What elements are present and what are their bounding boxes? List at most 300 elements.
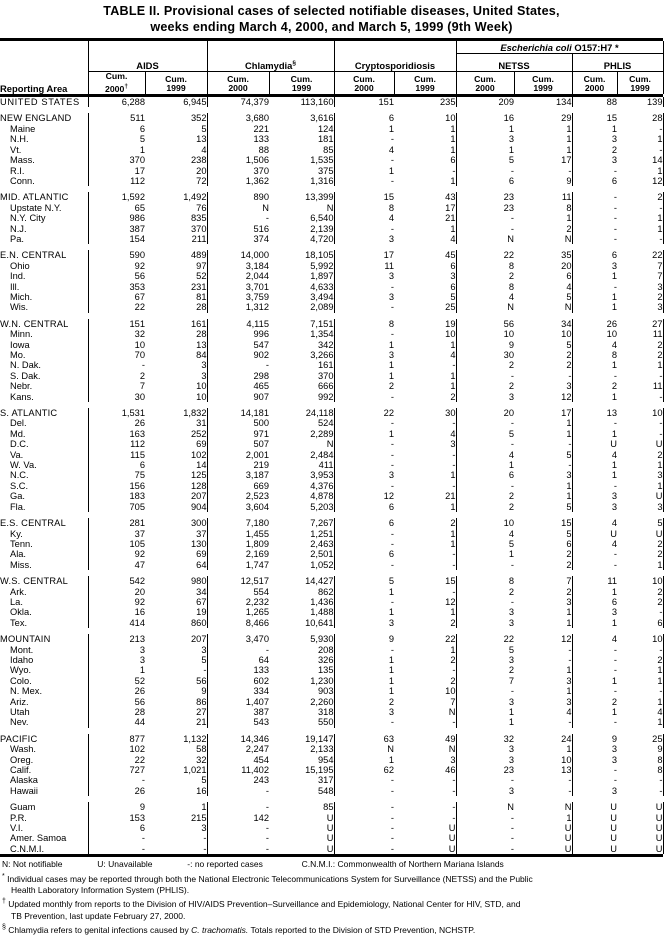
cell-netss-1999: 1 <box>566 428 572 439</box>
cell-crypto-1999: 2 <box>450 391 456 402</box>
cell-netss-2000: 3 <box>456 755 514 765</box>
cell-netss-2000: - <box>456 813 514 823</box>
cell-crypto-1999: 1 <box>450 381 456 392</box>
cell-netss-1999: 5 <box>566 528 572 539</box>
cell-netss-1999: 4 <box>566 707 572 718</box>
row-label: S. Dak. <box>10 370 41 381</box>
cell-phlis-2000: 9 <box>572 734 617 744</box>
cell-crypto-1999: 7 <box>450 696 456 707</box>
star-marker: * <box>2 872 5 880</box>
cell-crypto-2000: 4 <box>334 213 394 223</box>
cell-aids-2000: - <box>88 360 145 370</box>
cell-chlamydia-1999: 2,260 <box>310 696 334 707</box>
cell-aids-1999: 86 <box>196 696 207 707</box>
cell-phlis-2000: 4 <box>572 518 617 528</box>
cell-chlamydia-2000: 454 <box>207 755 269 765</box>
cell-phlis-1999: 3 <box>617 502 663 512</box>
cell-netss-2000: 7 <box>456 676 514 686</box>
cell-chlamydia-1999: 24,118 <box>305 408 334 419</box>
cell-phlis-2000: - <box>572 717 617 727</box>
cell-crypto-2000: - <box>334 439 394 449</box>
dagger-marker: † <box>2 898 6 906</box>
cell-crypto-1999: 3 <box>450 271 456 282</box>
cell-crypto-2000: - <box>334 539 394 549</box>
cell-crypto-2000: - <box>334 460 394 470</box>
cell-crypto-1999: N <box>448 707 456 718</box>
cell-aids-1999: 76 <box>196 202 207 213</box>
cell-crypto-2000: 6 <box>334 113 394 123</box>
cell-aids-1999: - <box>203 833 207 844</box>
cell-crypto-2000: 11 <box>334 261 394 271</box>
cell-phlis-2000: 1 <box>572 707 617 717</box>
cell-crypto-1999: 4 <box>450 428 456 439</box>
column-header-reporting-area: Reporting Area <box>0 83 68 95</box>
cell-aids-1999: 125 <box>190 470 207 481</box>
table-row <box>0 607 663 617</box>
cell-chlamydia-1999: U <box>326 833 334 844</box>
cell-phlis-1999: 10 <box>617 408 663 418</box>
cell-netss-2000: 1 <box>456 460 514 470</box>
cell-netss-2000: 2 <box>456 360 514 370</box>
cell-phlis-1999: 10 <box>617 576 663 586</box>
cell-phlis-1999: 3 <box>617 470 663 480</box>
row-label: S. ATLANTIC <box>0 408 58 419</box>
cell-aids-2000: 6 <box>88 460 145 470</box>
cell-netss-1999: - <box>568 644 572 655</box>
row-label: Utah <box>10 707 30 718</box>
cell-aids-1999: 72 <box>196 175 207 186</box>
cell-aids-2000: 6 <box>88 823 145 833</box>
cell-phlis-1999: 14 <box>617 155 663 165</box>
cell-phlis-2000: - <box>572 645 617 655</box>
cell-chlamydia-1999: 208 <box>317 644 334 655</box>
table-row <box>0 833 663 843</box>
footnote-star: * Individual cases may be reported through both the National Electronic Telecommunications System for Surveillance (NETSS) and the Public <box>2 872 533 884</box>
cell-crypto-2000: 9 <box>334 634 394 644</box>
cell-phlis-2000: 4 <box>572 634 617 644</box>
cell-aids-1999: 28 <box>196 302 207 313</box>
cell-aids-2000: 75 <box>88 470 145 480</box>
cell-crypto-1999: U <box>448 833 456 844</box>
cell-aids-1999: 238 <box>190 155 207 166</box>
cell-phlis-1999: 2 <box>617 597 663 607</box>
cell-aids-2000: 1,531 <box>88 408 145 418</box>
cell-netss-1999: - <box>568 775 572 786</box>
cell-crypto-1999: - <box>452 449 456 460</box>
cell-crypto-2000: 1 <box>334 124 394 134</box>
cell-aids-1999: 3 <box>201 370 207 381</box>
cell-aids-1999: 980 <box>190 576 207 587</box>
cell-crypto-2000: - <box>334 813 394 823</box>
cell-crypto-2000: - <box>334 529 394 539</box>
cell-phlis-2000: - <box>572 549 617 559</box>
cell-phlis-1999: 3 <box>617 282 663 292</box>
table-row <box>0 786 663 796</box>
group-header-phlis: PHLIS <box>572 54 663 72</box>
table-row <box>0 392 663 402</box>
cell-crypto-1999: - <box>452 418 456 429</box>
cell-netss-1999: - <box>568 370 572 381</box>
cell-chlamydia-2000: 507 <box>207 439 269 449</box>
cell-crypto-2000: - <box>334 597 394 607</box>
cell-crypto-1999: 1 <box>450 538 456 549</box>
row-label: Upstate N.Y. <box>10 202 62 213</box>
row-label: Ga. <box>10 491 25 502</box>
cell-chlamydia-2000: 3,680 <box>207 113 269 123</box>
row-label: D.C. <box>10 439 29 450</box>
cell-phlis-1999: 27 <box>617 319 663 329</box>
column-header-netss-1999: Cum. 1999 <box>514 72 572 95</box>
footnote-dagger-cont: TB Prevention, last update February 27, 2000. <box>11 910 186 921</box>
cell-phlis-2000: 1 <box>572 460 617 470</box>
cell-chlamydia-2000: 3,759 <box>207 292 269 302</box>
cell-aids-2000: 156 <box>88 481 145 491</box>
cell-crypto-1999: 5 <box>450 291 456 302</box>
table-row <box>0 360 663 370</box>
cell-chlamydia-1999: 2,289 <box>310 428 334 439</box>
cell-phlis-2000: U <box>572 833 617 843</box>
cell-netss-1999: - <box>568 717 572 728</box>
cell-chlamydia-1999: 375 <box>317 165 334 176</box>
table-row <box>0 166 663 176</box>
table-row <box>0 250 663 260</box>
cell-aids-1999: 19 <box>196 607 207 618</box>
cell-netss-1999: 8 <box>566 202 572 213</box>
cell-crypto-1999: 1 <box>450 528 456 539</box>
table-row <box>0 155 663 165</box>
table-row <box>0 176 663 186</box>
title-line-1: TABLE II. Provisional cases of selected notifiable diseases, United States, <box>103 4 560 18</box>
table-body <box>0 97 663 854</box>
cell-phlis-2000: 11 <box>572 576 617 586</box>
cell-chlamydia-1999: 862 <box>317 586 334 597</box>
cell-phlis-2000: 2 <box>572 145 617 155</box>
cell-phlis-1999: U <box>617 813 663 823</box>
cell-netss-2000: 6 <box>456 176 514 186</box>
cell-phlis-2000: U <box>572 439 617 449</box>
cell-netss-1999: 1 <box>566 665 572 676</box>
row-label: Va. <box>10 449 24 460</box>
cell-chlamydia-2000: 971 <box>207 429 269 439</box>
cell-crypto-1999: 1 <box>450 144 456 155</box>
cell-phlis-1999: 3 <box>617 302 663 312</box>
cell-crypto-2000: - <box>334 833 394 843</box>
footnote-legend <box>2 859 661 870</box>
row-label: Guam <box>10 802 36 813</box>
cell-chlamydia-1999: 370 <box>317 370 334 381</box>
cell-aids-1999: 6,945 <box>183 97 207 108</box>
row-label: UNITED STATES <box>0 97 80 108</box>
cell-chlamydia-2000: 334 <box>207 686 269 696</box>
cell-netss-2000: 10 <box>456 518 514 528</box>
legend-dash: -: no reported cases <box>187 859 263 870</box>
group-header-aids: AIDS <box>88 54 207 72</box>
cell-phlis-1999: U <box>617 823 663 833</box>
cell-chlamydia-1999: U <box>326 823 334 834</box>
cell-phlis-1999: 2 <box>617 192 663 202</box>
row-label: W. Va. <box>10 460 37 471</box>
cell-aids-2000: 115 <box>88 450 145 460</box>
cell-aids-2000: 65 <box>88 203 145 213</box>
cell-phlis-1999: 2 <box>617 450 663 460</box>
cell-chlamydia-1999: 2,133 <box>310 744 334 755</box>
table-row <box>0 665 663 675</box>
cell-crypto-2000: 1 <box>334 755 394 765</box>
cell-netss-1999: 1 <box>566 617 572 628</box>
cell-netss-1999: 2 <box>566 549 572 560</box>
cell-aids-2000: 213 <box>88 634 145 644</box>
cell-crypto-1999: 17 <box>445 202 456 213</box>
cell-chlamydia-2000: 370 <box>207 166 269 176</box>
cell-chlamydia-1999: 2,089 <box>310 302 334 313</box>
cell-crypto-2000: 6 <box>334 518 394 528</box>
cell-phlis-2000: 6 <box>572 250 617 260</box>
cell-aids-2000: 151 <box>88 319 145 329</box>
cell-aids-1999: 489 <box>190 250 207 261</box>
cell-netss-1999: 5 <box>566 501 572 512</box>
cell-phlis-2000: - <box>572 166 617 176</box>
cell-netss-1999: 1 <box>566 123 572 134</box>
table-row <box>0 145 663 155</box>
table-row <box>0 192 663 202</box>
cell-netss-1999: 10 <box>561 329 572 340</box>
cell-phlis-1999: 2 <box>617 549 663 559</box>
cell-aids-2000: 20 <box>88 587 145 597</box>
cell-chlamydia-2000: - <box>207 844 269 854</box>
cell-phlis-1999: U <box>617 439 663 449</box>
cell-netss-1999: 2 <box>566 586 572 597</box>
cell-netss-1999: 7 <box>566 576 572 587</box>
cell-chlamydia-2000: 2,169 <box>207 549 269 559</box>
row-label: E.S. CENTRAL <box>0 518 66 529</box>
row-label: MID. ATLANTIC <box>0 192 69 203</box>
cell-crypto-2000: 1 <box>334 340 394 350</box>
table-row <box>0 371 663 381</box>
cell-chlamydia-1999: 1,052 <box>310 559 334 570</box>
row-label: P.R. <box>10 812 27 823</box>
cell-aids-1999: 97 <box>196 260 207 271</box>
cell-aids-2000: 47 <box>88 560 145 570</box>
cell-aids-2000: - <box>88 844 145 854</box>
cell-aids-2000: 6 <box>88 124 145 134</box>
cell-phlis-2000: 1 <box>572 392 617 402</box>
cell-chlamydia-1999: 10,641 <box>305 617 334 628</box>
cell-aids-2000: 56 <box>88 271 145 281</box>
cell-phlis-2000: 3 <box>572 155 617 165</box>
cell-chlamydia-2000: 142 <box>207 813 269 823</box>
cell-phlis-1999: 6 <box>617 618 663 628</box>
cell-phlis-1999: 7 <box>617 271 663 281</box>
cell-chlamydia-1999: 666 <box>317 381 334 392</box>
cell-crypto-2000: 6 <box>334 502 394 512</box>
table-row <box>0 697 663 707</box>
row-label: Amer. Samoa <box>10 833 67 844</box>
cell-aids-1999: 56 <box>196 675 207 686</box>
cell-chlamydia-2000: 543 <box>207 717 269 727</box>
cell-netss-1999: U <box>564 823 572 834</box>
cell-phlis-2000: - <box>572 481 617 491</box>
table-row <box>0 529 663 539</box>
cell-netss-2000: 9 <box>456 340 514 350</box>
cell-chlamydia-2000: 1,506 <box>207 155 269 165</box>
cell-crypto-1999: 10 <box>445 686 456 697</box>
row-label: Del. <box>10 418 27 429</box>
cell-netss-2000: 2 <box>456 271 514 281</box>
cell-phlis-2000: 1 <box>572 124 617 134</box>
cell-crypto-1999: 2 <box>450 675 456 686</box>
row-label: S.C. <box>10 480 29 491</box>
cell-aids-1999: 9 <box>201 686 207 697</box>
cell-netss-1999: 1 <box>566 134 572 145</box>
column-header-aids-2000: Cum. 2000† <box>88 72 145 95</box>
cell-chlamydia-1999: 3,616 <box>310 113 334 124</box>
table-row <box>0 549 663 559</box>
cell-chlamydia-2000: 133 <box>207 665 269 675</box>
cell-chlamydia-2000: 996 <box>207 329 269 339</box>
cell-phlis-2000: 1 <box>572 618 617 628</box>
cell-netss-1999: - <box>568 165 572 176</box>
row-label: Wis. <box>10 302 29 313</box>
cell-aids-1999: 3 <box>201 644 207 655</box>
cell-netss-2000: - <box>456 481 514 491</box>
footnotes <box>0 857 663 936</box>
cell-chlamydia-1999: 954 <box>317 754 334 765</box>
cell-aids-1999: 211 <box>191 233 207 244</box>
cell-aids-2000: 44 <box>88 717 145 727</box>
cell-crypto-1999: 22 <box>445 634 456 645</box>
cell-phlis-2000: - <box>572 665 617 675</box>
row-label: Nebr. <box>10 381 33 392</box>
cell-netss-1999: U <box>564 843 572 854</box>
table-row <box>0 203 663 213</box>
cell-crypto-1999: 2 <box>450 518 456 529</box>
cell-phlis-1999: 1 <box>617 213 663 223</box>
cell-netss-2000: 30 <box>456 350 514 360</box>
cell-crypto-1999: 30 <box>445 408 456 419</box>
table-row <box>0 765 663 775</box>
cell-chlamydia-1999: U <box>326 843 334 854</box>
table-row <box>0 597 663 607</box>
row-label: Ind. <box>10 271 26 282</box>
cell-chlamydia-2000: 902 <box>207 350 269 360</box>
row-label: Mich. <box>10 291 33 302</box>
cell-crypto-2000: - <box>334 134 394 144</box>
cell-chlamydia-1999: 2,484 <box>310 449 334 460</box>
row-label: Idaho <box>10 654 34 665</box>
cell-netss-2000: 23 <box>456 192 514 202</box>
cell-crypto-1999: U <box>448 843 456 854</box>
table-row <box>0 97 663 107</box>
cell-crypto-2000: 151 <box>334 97 394 107</box>
cell-phlis-2000: - <box>572 765 617 775</box>
row-label: Vt. <box>10 144 22 155</box>
cell-chlamydia-1999: 903 <box>317 686 334 697</box>
cell-aids-1999: 3 <box>201 360 207 371</box>
cell-netss-2000: 22 <box>456 250 514 260</box>
row-label: Wyo. <box>10 665 32 676</box>
cell-crypto-1999: 21 <box>445 491 456 502</box>
cell-chlamydia-1999: 3,953 <box>310 470 334 481</box>
cell-crypto-1999: 6 <box>450 260 456 271</box>
legend-cnmi: C.N.M.I.: Commonwealth of Northern Mariana Islands <box>301 859 504 870</box>
cell-chlamydia-1999: 992 <box>317 391 334 402</box>
cell-chlamydia-2000: - <box>207 786 269 796</box>
cell-chlamydia-2000: - <box>207 360 269 370</box>
cell-crypto-2000: - <box>334 560 394 570</box>
cell-netss-1999: 1 <box>566 213 572 224</box>
cell-aids-2000: 30 <box>88 392 145 402</box>
table-row <box>0 292 663 302</box>
cell-netss-2000: 5 <box>456 429 514 439</box>
cell-chlamydia-1999: 6,540 <box>310 213 334 224</box>
cell-chlamydia-2000: 74,379 <box>207 97 269 107</box>
cell-chlamydia-2000: 1,455 <box>207 529 269 539</box>
trachomatis-italic: C. trachomatis. <box>191 924 249 935</box>
cell-chlamydia-2000: 602 <box>207 676 269 686</box>
cell-crypto-2000: 1 <box>334 665 394 675</box>
row-label: Fla. <box>10 501 26 512</box>
cell-phlis-1999: 28 <box>617 113 663 123</box>
cell-crypto-2000: 5 <box>334 576 394 586</box>
cell-chlamydia-1999: 124 <box>317 123 334 134</box>
cell-crypto-2000: - <box>334 645 394 655</box>
cell-crypto-2000: 12 <box>334 491 394 501</box>
cell-chlamydia-1999: 14,427 <box>305 576 334 587</box>
table-row <box>0 261 663 271</box>
cell-aids-1999: 31 <box>196 418 207 429</box>
cell-crypto-1999: 2 <box>450 617 456 628</box>
cell-crypto-2000: - <box>334 844 394 854</box>
cell-netss-2000: - <box>456 686 514 696</box>
cell-aids-2000: 67 <box>88 292 145 302</box>
cell-chlamydia-2000: 3,470 <box>207 634 269 644</box>
cell-aids-2000: 26 <box>88 786 145 796</box>
cell-netss-2000: - <box>456 775 514 785</box>
cell-aids-2000: 26 <box>88 686 145 696</box>
chlamydia-footnote-marker: § <box>292 59 297 67</box>
cell-aids-2000: 153 <box>88 813 145 823</box>
section-marker: § <box>2 923 6 931</box>
cell-chlamydia-2000: 1,407 <box>207 697 269 707</box>
table-row <box>0 707 663 717</box>
cell-aids-2000: 70 <box>88 350 145 360</box>
cell-phlis-1999: - <box>617 645 663 655</box>
cell-netss-2000: 5 <box>456 155 514 165</box>
cell-aids-1999: 52 <box>196 271 207 282</box>
header-row-ecoli <box>0 41 663 54</box>
cell-aids-2000: 163 <box>88 429 145 439</box>
cell-chlamydia-1999: 18,105 <box>305 250 334 261</box>
ecoli-serotype-label: O157:H7 * <box>571 42 619 53</box>
cell-netss-2000: 6 <box>456 470 514 480</box>
cell-crypto-1999: 25 <box>445 302 456 313</box>
cell-crypto-2000: 1 <box>334 360 394 370</box>
cell-chlamydia-2000: 8,466 <box>207 618 269 628</box>
cell-netss-2000: 3 <box>456 655 514 665</box>
cell-netss-2000: 8 <box>456 261 514 271</box>
cell-chlamydia-2000: 1,809 <box>207 539 269 549</box>
cell-aids-1999: 81 <box>196 291 207 302</box>
cell-phlis-2000: - <box>572 213 617 223</box>
cell-aids-1999: 4 <box>201 144 207 155</box>
cell-aids-2000: 28 <box>88 707 145 717</box>
cell-phlis-2000: - <box>572 560 617 570</box>
cell-aids-1999: 58 <box>196 744 207 755</box>
column-header-phlis-1999: Cum. 1999 <box>617 72 663 95</box>
cell-phlis-1999: 9 <box>617 744 663 754</box>
cell-chlamydia-1999: 13,399 <box>305 192 334 203</box>
cell-netss-2000: 209 <box>456 97 514 107</box>
